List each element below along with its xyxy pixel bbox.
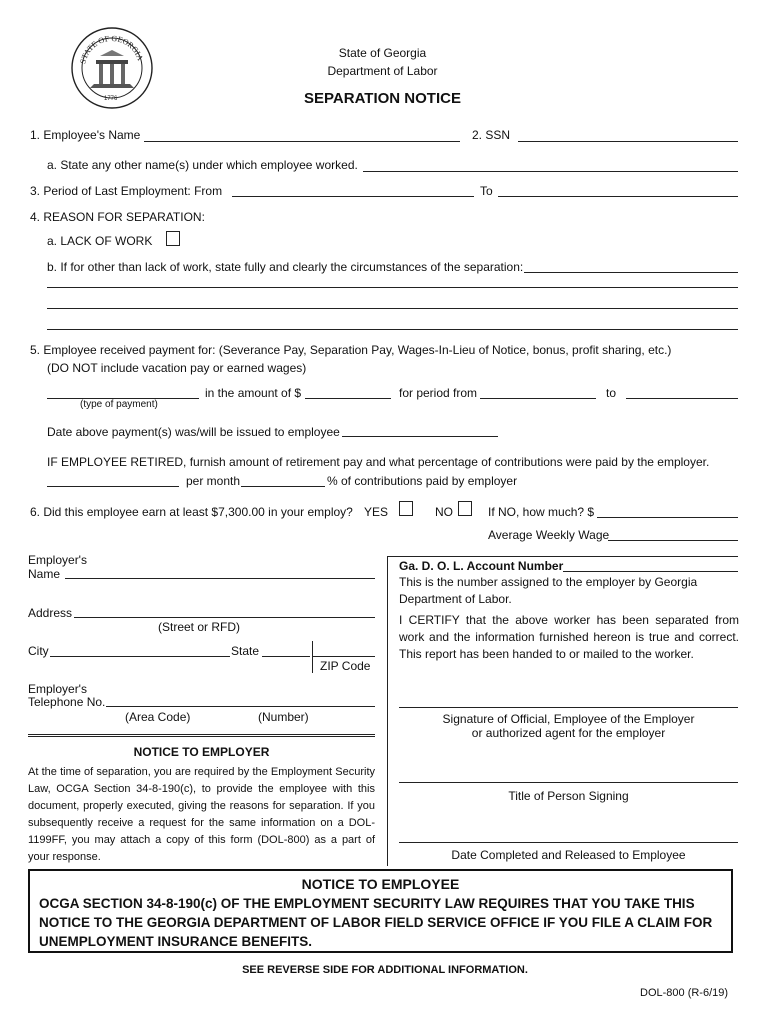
phone-label-2: Telephone No. [28, 695, 106, 709]
section-divider [387, 556, 738, 557]
reason-label: 4. REASON FOR SEPARATION: [30, 210, 205, 224]
svg-text:STATE OF GEORGIA: STATE OF GEORGIA [78, 33, 145, 65]
avg-weekly-wage-label: Average Weekly Wage [488, 528, 610, 542]
ssn-label: 2. SSN [472, 128, 511, 142]
state-label: State [231, 644, 260, 658]
payment-exclude-note: (DO NOT include vacation pay or earned wages) [47, 361, 307, 375]
payment-date-label: Date above payment(s) was/will be issued to employee [47, 425, 340, 439]
payment-label: 5. Employee received payment for: (Severance Pay, Separation Pay, Wages-In-Lieu of Notice, bonus, profit sharing, etc.) [30, 343, 672, 357]
form-number: DOL-800 (R-6/19) [640, 987, 729, 999]
street-hint: (Street or RFD) [158, 620, 241, 634]
phone-label-1: Employer's [28, 682, 87, 696]
employee-name-field[interactable] [144, 141, 460, 142]
city-field[interactable] [50, 656, 230, 657]
account-number-field[interactable] [563, 571, 738, 572]
other-names-field[interactable] [363, 171, 738, 172]
column-divider [387, 556, 388, 866]
retired-label: IF EMPLOYEE RETIRED, furnish amount of retirement pay and what percentage of contributions were paid by the employer. [47, 455, 710, 469]
payment-date-field[interactable] [342, 436, 498, 437]
notice-employer-title: NOTICE TO EMPLOYER [133, 745, 270, 759]
earnings-no-label: NO [435, 505, 453, 519]
employer-name-label-1: Employer's [28, 553, 87, 567]
circumstances-field-1[interactable] [524, 272, 738, 273]
payment-period-from-field[interactable] [480, 398, 596, 399]
avg-weekly-wage-field[interactable] [608, 540, 738, 541]
notice-employer-body: At the time of separation, you are required by the Employment Security Law, OCGA Section 34-8-190(c), to provide the employee with this document, properly executed, giving the reasons for separation. If you subsequently receive a request for the same information on a DOL-1199FF, you may attach a copy of this form (DOL-800) as a part of your response. [28, 766, 375, 863]
employer-name-field[interactable] [65, 578, 375, 579]
how-much-label: If NO, how much? $ [488, 505, 595, 519]
payment-period-to-field[interactable] [626, 398, 738, 399]
signature-label-1: Signature of Official, Employee of the Employer [442, 712, 695, 726]
circumstances-label: b. If for other than lack of work, state fully and clearly the circumstances of the separation: [47, 260, 524, 274]
retirement-pay-field[interactable] [47, 486, 179, 487]
signature-field[interactable] [399, 707, 738, 708]
reverse-side-note: SEE REVERSE SIDE FOR ADDITIONAL INFORMATION. [242, 964, 528, 976]
earnings-question: 6. Did this employee earn at least $7,300.00 in your employ? [30, 505, 353, 519]
city-label: City [28, 644, 49, 658]
zip-divider [312, 641, 313, 673]
zip-label: ZIP Code [320, 659, 371, 673]
zip-field[interactable] [312, 656, 375, 657]
address-field[interactable] [74, 617, 375, 618]
earnings-no-checkbox[interactable] [458, 501, 472, 516]
state-field[interactable] [262, 656, 310, 657]
circumstances-field-2[interactable] [47, 287, 738, 288]
payment-period-to-label: to [606, 386, 617, 400]
employee-name-label: 1. Employee's Name [30, 128, 141, 142]
number-hint: (Number) [258, 710, 309, 724]
date-completed-label: Date Completed and Released to Employee [451, 848, 686, 862]
account-number-label: Ga. D. O. L. Account Number [399, 559, 564, 573]
account-number-desc: This is the number assigned to the employer by Georgia Department of Labor. [399, 575, 698, 606]
how-much-field[interactable] [597, 517, 738, 518]
ssn-field[interactable] [518, 141, 738, 142]
notice-employee-box [28, 869, 733, 953]
header-state: State of Georgia [338, 46, 427, 60]
lack-of-work-label: a. LACK OF WORK [47, 234, 153, 248]
payment-amount-field[interactable] [305, 398, 391, 399]
svg-text:1776: 1776 [104, 96, 118, 102]
notice-employee-body: OCGA SECTION 34-8-190(c) OF THE EMPLOYMENT SECURITY LAW REQUIRES THAT YOU TAKE THIS NOTICE TO THE GEORGIA DEPARTMENT OF LABOR FIELD SERVICE OFFICE IF YOU FILE A CLAIM FOR UNEMPLOYMENT INSURANCE BENEFITS. [39, 896, 713, 949]
date-completed-field[interactable] [399, 842, 738, 843]
signature-label-2: or authorized agent for the employer [471, 726, 666, 740]
earnings-yes-checkbox[interactable] [399, 501, 413, 516]
georgia-seal-logo [70, 26, 154, 110]
earnings-yes-label: YES [364, 505, 389, 519]
lack-of-work-checkbox[interactable] [166, 231, 180, 246]
retirement-pct-label: % of contributions paid by employer [327, 474, 518, 488]
per-month-label: per month [186, 474, 241, 488]
header-department: Department of Labor [327, 64, 438, 78]
area-code-hint: (Area Code) [125, 710, 191, 724]
retirement-pct-field[interactable] [241, 486, 325, 487]
title-field[interactable] [399, 782, 738, 783]
period-from-field[interactable] [232, 196, 474, 197]
period-to-label: To [480, 184, 493, 198]
payment-type-hint: (type of payment) [80, 399, 158, 410]
circumstances-field-4[interactable] [47, 329, 738, 330]
phone-field[interactable] [106, 706, 375, 707]
notice-employer-rule [28, 734, 375, 737]
employer-name-label-2: Name [28, 567, 61, 581]
period-from-label: 3. Period of Last Employment: From [30, 184, 223, 198]
title-label: Title of Person Signing [508, 789, 629, 803]
address-label: Address [28, 606, 73, 620]
circumstances-field-3[interactable] [47, 308, 738, 309]
payment-amount-label: in the amount of $ [205, 386, 302, 400]
payment-period-label: for period from [399, 386, 478, 400]
other-names-label: a. State any other name(s) under which employee worked. [47, 158, 358, 172]
notice-employee-title: NOTICE TO EMPLOYEE [301, 876, 460, 892]
period-to-field[interactable] [498, 196, 738, 197]
certify-statement: I CERTIFY that the above worker has been separated from work and the information furnished hereon is true and correct. This report has been handed to or mailed to the worker. [399, 613, 739, 661]
page-title: SEPARATION NOTICE [304, 90, 461, 107]
